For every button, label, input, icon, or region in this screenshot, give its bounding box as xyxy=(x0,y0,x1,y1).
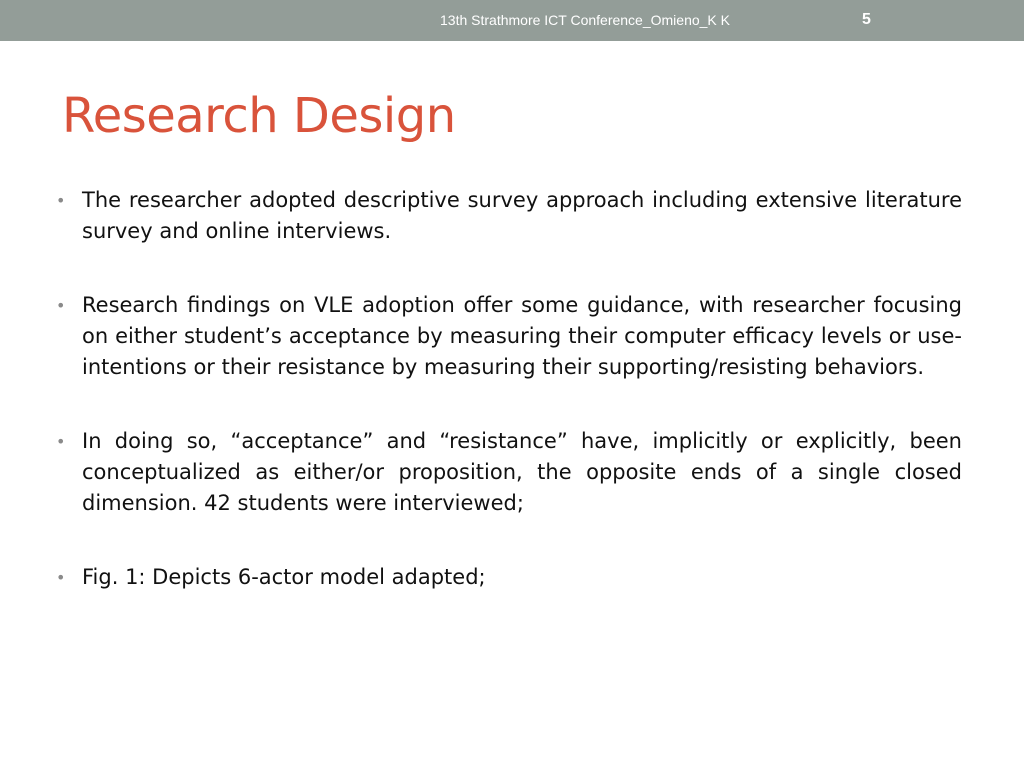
bullet-text: The researcher adopted descriptive survey approach including extensive literature survey and online interviews. xyxy=(82,188,962,243)
bullet-item-3 xyxy=(56,426,962,519)
bullet-item-1 xyxy=(56,185,962,247)
footer-text: 13th Strathmore ICT Conference_Omieno_K K xyxy=(440,12,731,28)
bullet-text: In doing so, “acceptance” and “resistance” have, implicitly or explicitly, been conceptualized as either/or proposition, the opposite ends of a single closed dimension. 42 students were interviewed; xyxy=(82,429,962,515)
bullet-item-4 xyxy=(56,562,962,593)
bullet-icon: • xyxy=(56,191,66,210)
bullet-text: Fig. 1: Depicts 6-actor model adapted; xyxy=(82,565,486,589)
header-bar xyxy=(0,0,1024,41)
slide-title: Research Design xyxy=(62,88,456,144)
slide-number: 5 xyxy=(862,11,871,28)
bullet-item-2 xyxy=(56,290,962,383)
bullet-icon: • xyxy=(56,296,66,315)
bullet-icon: • xyxy=(56,432,66,451)
bullet-list xyxy=(56,185,962,636)
bullet-text: Research findings on VLE adoption offer some guidance, with researcher focusing on either student’s acceptance by measuring their computer efficacy levels or use-intentions or their resistance by measuring their supporting/resisting behaviors. xyxy=(82,293,962,379)
bullet-icon: • xyxy=(56,568,66,587)
